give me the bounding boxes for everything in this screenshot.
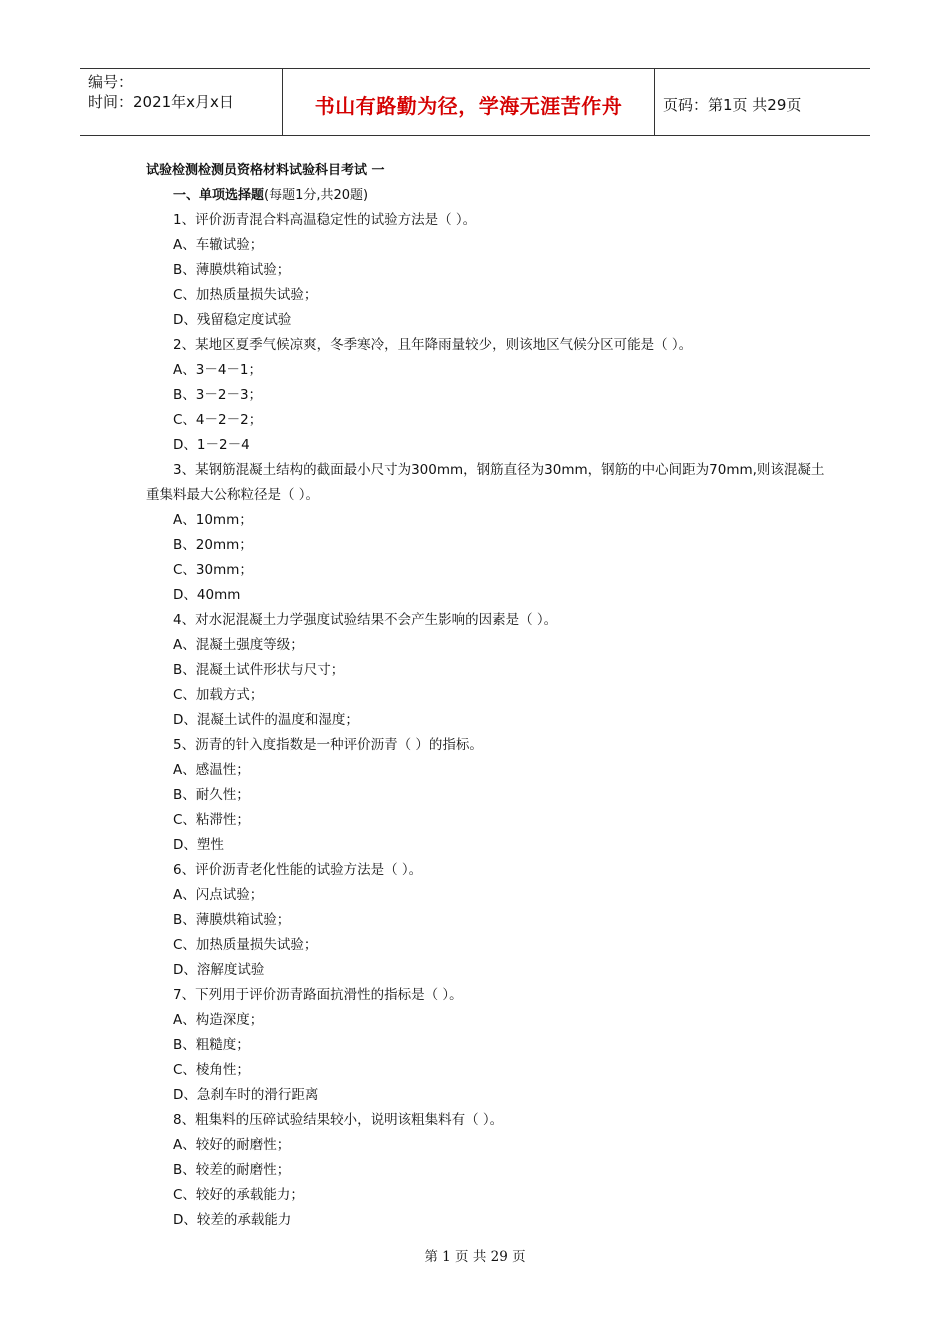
question-text: 8、粗集料的压碎试验结果较小，说明该粗集料有（ ）。: [173, 1112, 504, 1128]
option-d: D、40mm: [173, 587, 241, 603]
option-b: B、较差的耐磨性；: [173, 1162, 291, 1178]
question-block: [146, 333, 826, 458]
doc-title: 试验检测检测员资格材料试验科目考试 一: [146, 163, 385, 178]
option-d: D、较差的承载能力: [173, 1212, 292, 1228]
question-text: 6、评价沥青老化性能的试验方法是（ ）。: [173, 862, 423, 878]
time-label: 时间：2021年x月x日: [88, 93, 234, 111]
question-block: [146, 1108, 826, 1233]
option-c: C、加热质量损失试验；: [173, 287, 318, 303]
option-c: C、30mm；: [173, 562, 253, 578]
question-text: 5、沥青的针入度指数是一种评价沥青（ ）的指标。: [173, 737, 483, 753]
option-d: D、混凝土试件的温度和湿度；: [173, 712, 359, 728]
option-c: C、粘滞性；: [173, 812, 250, 828]
header-page-info: 页码：第1页 共29页: [663, 95, 802, 114]
question-block: [146, 983, 826, 1108]
question-text: 2、某地区夏季气候凉爽，冬季寒冷，且年降雨量较少，则该地区气候分区可能是（ ）。: [173, 337, 693, 353]
option-b: B、薄膜烘箱试验；: [173, 262, 291, 278]
option-a: A、构造深度；: [173, 1012, 264, 1028]
option-c: C、加热质量损失试验；: [173, 937, 318, 953]
option-d: D、溶解度试验: [173, 962, 265, 978]
option-b: B、耐久性；: [173, 787, 250, 803]
option-a: A、闪点试验；: [173, 887, 264, 903]
question-block: [146, 458, 826, 608]
option-d: D、1－2－4: [173, 437, 250, 453]
section-title: 一、单项选择题: [173, 188, 265, 203]
option-b: B、3－2－3；: [173, 387, 263, 403]
section-note: (每题1分,共20题): [264, 188, 369, 203]
option-a: A、感温性；: [173, 762, 250, 778]
document-body: [146, 158, 826, 1233]
question-text: 7、下列用于评价沥青路面抗滑性的指标是（ ）。: [173, 987, 463, 1003]
page-footer: 第 1 页 共 29 页: [424, 1249, 526, 1265]
option-a: A、较好的耐磨性；: [173, 1137, 291, 1153]
option-a: A、10mm；: [173, 512, 253, 528]
section-heading: [146, 183, 826, 208]
question-text: 3、某钢筋混凝土结构的截面最小尺寸为300mm，钢筋直径为30mm，钢筋的中心间距为70mm,则该混凝土重集料最大公称粒径是（ ）。: [146, 462, 825, 503]
option-a: A、混凝土强度等级；: [173, 637, 304, 653]
header-meta: [80, 69, 282, 135]
option-c: C、4－2－2；: [173, 412, 263, 428]
option-a: A、3－4－1；: [173, 362, 263, 378]
number-label: 编号：: [88, 73, 134, 91]
header-motto: 书山有路勤为径，学海无涯苦作舟: [282, 69, 655, 135]
option-c: C、棱角性；: [173, 1062, 250, 1078]
question-block: [146, 608, 826, 733]
question-block: [146, 733, 826, 858]
option-a: A、车辙试验；: [173, 237, 264, 253]
option-d: D、残留稳定度试验: [173, 312, 292, 328]
option-b: B、薄膜烘箱试验；: [173, 912, 291, 928]
option-b: B、20mm；: [173, 537, 253, 553]
option-b: B、粗糙度；: [173, 1037, 250, 1053]
option-b: B、混凝土试件形状与尺寸；: [173, 662, 345, 678]
page-header: [80, 68, 870, 136]
option-c: C、较好的承载能力；: [173, 1187, 304, 1203]
option-d: D、塑性: [173, 837, 224, 853]
question-block: [146, 858, 826, 983]
question-text: 4、对水泥混凝土力学强度试验结果不会产生影响的因素是（ ）。: [173, 612, 558, 628]
question-block: [146, 208, 826, 333]
question-text: 1、评价沥青混合料高温稳定性的试验方法是（ ）。: [173, 212, 477, 228]
option-d: D、急刹车时的滑行距离: [173, 1087, 319, 1103]
option-c: C、加载方式；: [173, 687, 264, 703]
